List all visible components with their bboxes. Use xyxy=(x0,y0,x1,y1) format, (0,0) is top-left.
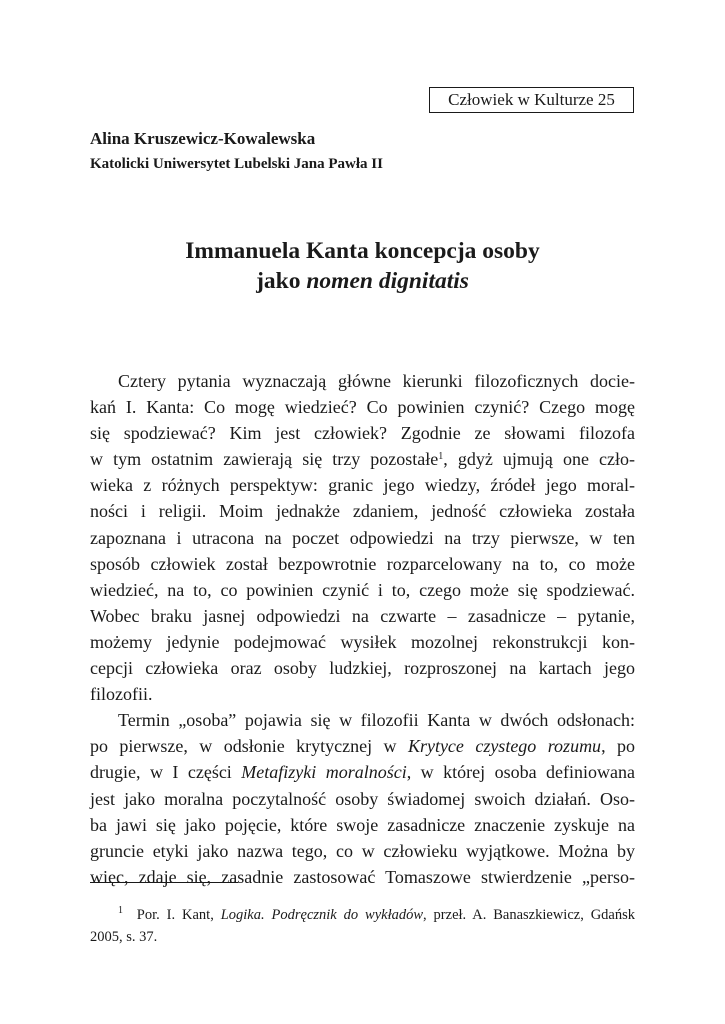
body-italic: Metafizyki moralności xyxy=(241,762,407,783)
body-line: sposób człowiek został bezpowrotnie rozparcelowany na to, co może xyxy=(90,553,635,574)
body-italic: Krytyce czystego rozumu xyxy=(407,736,602,757)
author-affiliation: Katolicki Uniwersytet Lubelski Jana Pawła II xyxy=(90,156,383,172)
body-line: kań I. Kanta: Co mogę wiedzieć? Co powinien czynić? Czego mogę xyxy=(90,397,635,418)
journal-header: Człowiek w Kulturze 25 xyxy=(429,87,634,113)
body-line: gruncie etyki jako nazwa tego, co w człowieku wyjątkowe. Można by xyxy=(90,840,635,861)
body-text: , w której osoba definiowana xyxy=(406,762,635,783)
footnote-number: 1 xyxy=(118,905,123,916)
body-line: wiedzieć, na to, co powinien czynić i to, czego może się spodziewać. xyxy=(90,579,635,600)
author-name: Alina Kruszewicz-Kowalewska xyxy=(90,129,316,148)
title-line-2-plain: jako xyxy=(256,268,307,294)
title-line-2-italic: nomen dignitatis xyxy=(306,268,469,294)
body-line: Cztery pytania wyznaczają główne kierunki filozoficznych docie- xyxy=(118,371,635,391)
body-line xyxy=(90,733,635,759)
footnote-ref: 1 xyxy=(438,451,444,463)
footnote xyxy=(90,904,635,948)
body-line: ba jawi się jako pojęcie, które swoje zasadnicze znaczenie zyskuje na xyxy=(90,814,635,835)
body-text: , gdyż ujmują one czło- xyxy=(443,449,635,470)
body-line: cepcji człowieka oraz osoby ludzkiej, rozproszonej na kartach jego xyxy=(90,658,635,679)
title-line-2 xyxy=(90,266,635,296)
article-title xyxy=(90,236,635,296)
title-line-1: Immanuela Kanta koncepcja osoby xyxy=(185,238,540,264)
body-line xyxy=(90,759,635,785)
footnote-line xyxy=(90,904,635,926)
body-line: filozofii. xyxy=(90,684,153,705)
footnote-italic: Logika. Podręcznik do wykładów xyxy=(220,907,424,923)
body-line: ności i religii. Moim jednakże zdaniem, jedność człowieka została xyxy=(90,501,635,522)
body-line: możemy jedynie podejmować wysiłek mozolnej rekonstrukcji kon- xyxy=(90,631,635,652)
body-line: wieka z różnych perspektyw: granic jego wiedzy, źródeł jego moral- xyxy=(90,475,635,496)
body-line: więc, zdaje się, zasadnie zastosować Tomaszowe stwierdzenie „perso- xyxy=(90,866,635,887)
body-line: Wobec braku jasnej odpowiedzi na czwarte – zasadnicze – pytanie, xyxy=(90,605,635,626)
body-text: , po xyxy=(601,736,635,757)
footnote-line: 2005, s. 37. xyxy=(90,929,158,945)
body-text: drugie, w I części xyxy=(90,762,242,783)
body-text: w tym ostatnim zawierają się trzy pozostałe xyxy=(90,449,439,470)
body-line: zapoznana i utracona na poczet odpowiedzi na trzy pierwsze, w ten xyxy=(90,527,635,548)
body-line: jest jako moralna poczytalność osoby świadomej swoich działań. Oso- xyxy=(90,788,635,809)
body-line: się spodziewać? Kim jest człowiek? Zgodnie ze słowami filozofa xyxy=(90,423,635,444)
body-line xyxy=(90,446,635,472)
footnote-text: , przeł. A. Banaszkiewicz, Gdańsk xyxy=(423,907,636,923)
footnote-text: Por. I. Kant, xyxy=(136,907,221,923)
footnote-divider xyxy=(90,882,238,883)
article-body xyxy=(90,368,635,890)
body-text: po pierwsze, w odsłonie krytycznej w xyxy=(90,736,408,757)
body-line: Termin „osoba” pojawia się w filozofii Kanta w dwóch odsłonach: xyxy=(118,710,635,731)
